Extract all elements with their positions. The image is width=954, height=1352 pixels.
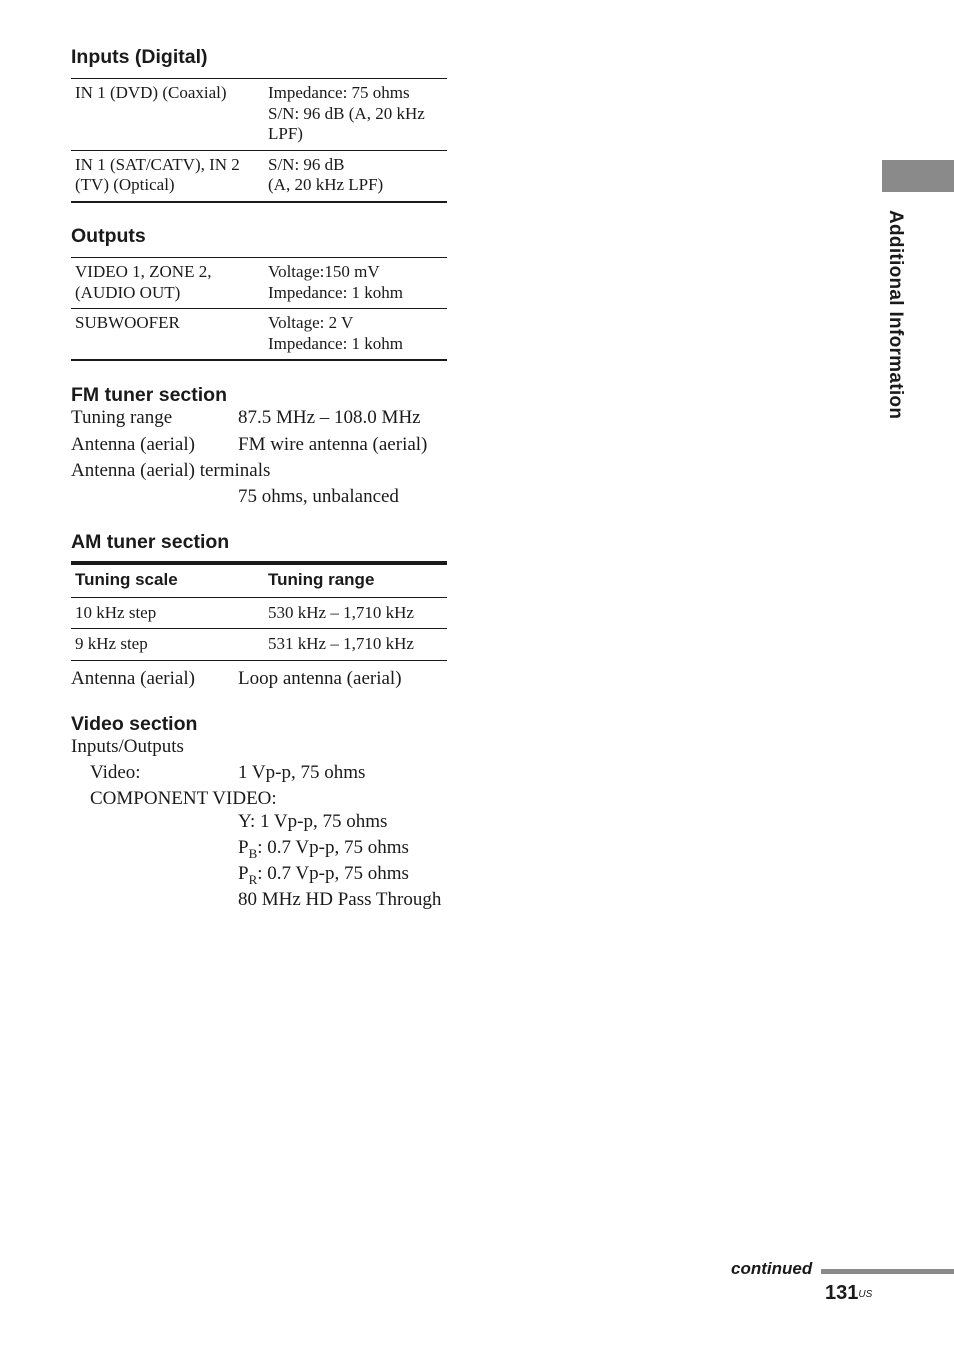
spec-value-line: Impedance: 1 kohm (268, 333, 404, 353)
column-header-tuning-scale: Tuning scale (75, 570, 178, 589)
spec-name-line: IN 1 (SAT/CATV), IN 2 (75, 154, 240, 174)
outputs-table (71, 257, 447, 361)
pb-subscript: B (248, 846, 258, 861)
spec-value-line: S/N: 96 dB (268, 154, 345, 174)
tuning-range-cell: 531 kHz – 1,710 kHz (268, 634, 414, 653)
video-value: 1 Vp-p, 75 ohms (238, 762, 366, 783)
spec-name-line: SUBWOOFER (75, 313, 180, 332)
component-y-value: Y: 1 Vp-p, 75 ohms (238, 811, 388, 832)
side-section-label: Additional Information (885, 210, 906, 420)
spec-name-line: IN 1 (DVD) (Coaxial) (75, 83, 227, 102)
spec-value (264, 150, 447, 202)
am-antenna-value: Loop antenna (aerial) (238, 668, 402, 689)
table-row (71, 597, 447, 629)
spec-value-line: Voltage:150 mV (268, 262, 380, 281)
spec-value (264, 79, 447, 151)
table-row (71, 79, 447, 151)
table-row (71, 258, 447, 309)
tuning-scale-cell: 9 kHz step (75, 634, 148, 653)
spec-name (71, 79, 264, 151)
fm-antenna-label: Antenna (aerial) (71, 434, 195, 455)
spec-value (264, 258, 447, 309)
video-section-heading: Video section (71, 713, 198, 735)
pb-value: : 0.7 Vp-p, 75 ohms (257, 837, 409, 858)
pr-subscript: R (248, 872, 258, 887)
tuning-range-cell: 530 kHz – 1,710 kHz (268, 602, 414, 622)
fm-tuner-heading: FM tuner section (71, 384, 228, 406)
am-tuner-heading: AM tuner section (71, 531, 230, 553)
table-header-row (71, 563, 447, 597)
component-pr-value (238, 863, 409, 886)
table-row (71, 150, 447, 202)
spec-value-line: Impedance: 1 kohm (268, 282, 404, 302)
fm-terminals-value: 75 ohms, unbalanced (238, 486, 399, 507)
fm-antenna-value: FM wire antenna (aerial) (238, 434, 428, 455)
spec-value-line: S/N: 96 dB (A, 20 kHz (268, 103, 425, 123)
component-video-label: COMPONENT VIDEO: (90, 788, 277, 809)
spec-value-line: Voltage: 2 V (268, 313, 354, 332)
inputs-digital-heading: Inputs (Digital) (71, 46, 208, 68)
page-region-suffix: US (858, 1289, 873, 1300)
pr-letter: P (238, 863, 249, 884)
component-pb-value (238, 837, 409, 860)
fm-tuning-range-label: Tuning range (71, 407, 173, 428)
table-row (71, 309, 447, 361)
am-antenna-label: Antenna (aerial) (71, 668, 195, 689)
fm-tuning-range-value: 87.5 MHz – 108.0 MHz (238, 407, 421, 428)
spec-name (71, 258, 264, 309)
continued-bar (821, 1269, 954, 1274)
video-io-label: Inputs/Outputs (71, 736, 184, 757)
tuning-scale-cell: 10 kHz step (75, 602, 157, 622)
page-number (825, 1281, 872, 1305)
spec-name-line: VIDEO 1, ZONE 2, (75, 262, 212, 281)
am-tuner-table (71, 561, 447, 661)
continued-label: continued (731, 1259, 813, 1278)
spec-value-line: LPF) (268, 124, 303, 143)
section-tab-marker (882, 160, 954, 192)
inputs-digital-table (71, 78, 447, 203)
spec-name (71, 309, 264, 361)
spec-value (264, 309, 447, 361)
fm-terminals-label: Antenna (aerial) terminals (71, 460, 271, 481)
table-row (71, 629, 447, 661)
spec-name (71, 150, 264, 202)
video-label: Video: (90, 762, 141, 783)
spec-name-line: (AUDIO OUT) (75, 282, 181, 302)
column-header-tuning-range: Tuning range (268, 570, 375, 589)
spec-name-line: (TV) (Optical) (75, 175, 175, 194)
spec-value-line: Impedance: 75 ohms (268, 83, 410, 102)
pr-value: : 0.7 Vp-p, 75 ohms (257, 863, 409, 884)
spec-value-line: (A, 20 kHz LPF) (268, 175, 384, 194)
page-number-value: 131 (825, 1282, 859, 1304)
hd-pass-through: 80 MHz HD Pass Through (238, 889, 442, 910)
pb-letter: P (238, 837, 249, 858)
outputs-heading: Outputs (71, 225, 146, 247)
